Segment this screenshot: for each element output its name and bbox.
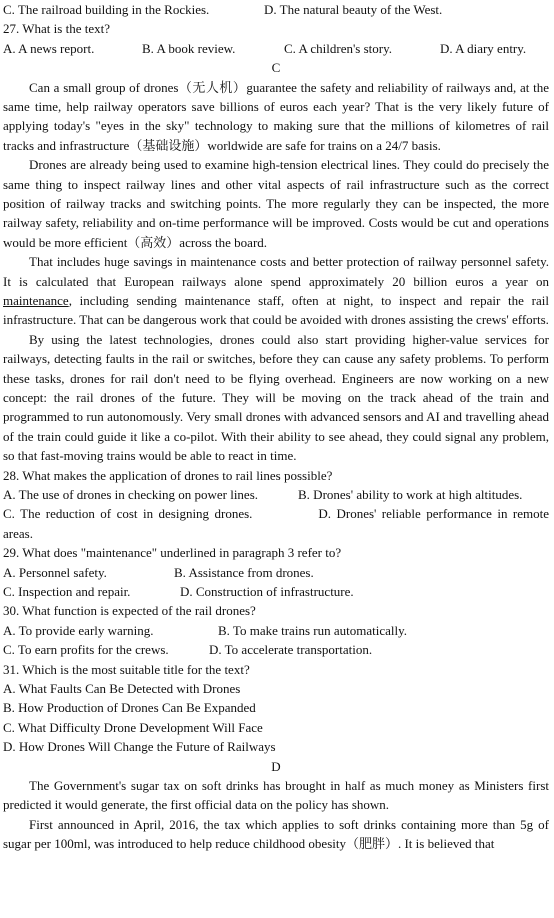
q29-option-c: C. Inspection and repair. xyxy=(3,584,131,600)
q30-option-a: A. To provide early warning. xyxy=(3,622,154,638)
q29-options-row-2 xyxy=(3,582,549,601)
q27-option-d: D. A diary entry. xyxy=(440,40,527,56)
passage-d-label: D xyxy=(271,758,281,774)
q27-option-a: A. A news report. xyxy=(3,40,95,56)
q26-option-c: C. The railroad building in the Rockies. xyxy=(3,2,210,17)
q30-option-b: B. To make trains run automatically. xyxy=(218,622,407,638)
q27-options-row xyxy=(3,39,549,58)
q27-stem: 27. What is the text? xyxy=(3,21,110,37)
q30-stem: 30. What function is expected of the rail drones? xyxy=(3,603,256,619)
passage-c-paragraph-3 xyxy=(3,252,549,330)
q28-options-ab xyxy=(3,485,549,504)
q28-option-d: D. Drones' reliable performance in remote areas. xyxy=(3,506,549,541)
q31-option-d: D. How Drones Will Change the Future of Railways xyxy=(3,739,276,755)
q28-option-b: B. Drones' ability to work at high altitudes. xyxy=(298,487,523,503)
q28-option-c: C. The reduction of cost in designing drones. xyxy=(3,506,253,522)
passage-c-paragraph-1: Can a small group of drones（无人机）guarantee the safety and reliability of railways and, at the same time, help railway operators save billions of euros each year? That is the very likely future of applying today's "eyes in the sky" technology to making sure that the millions of kilometres of rail tracks and infrastructure（基础设施）worldwide are safe for trains on a 24/7 basis. xyxy=(3,79,549,153)
q29-option-a: A. Personnel safety. xyxy=(3,564,107,580)
q29-option-d: D. Construction of infrastructure. xyxy=(180,584,354,600)
q30-options-row-2 xyxy=(3,640,549,659)
passage-c-paragraph-2: Drones are already being used to examine high-tension electrical lines. They could do precisely the same thing to inspect railway lines and other vital aspects of rail infrastructure such as the correct position of railway tracks and switching points. The more regularly they can be inspected, the more railway safety, reliability and on-time performance will be improved. Costs would be cut and operations would be more efficient（高效）across the board. xyxy=(3,157,549,250)
paragraph-3-text-start: That includes huge savings in maintenance costs and better protection of railway personnel safety. It is calculated that European railways alone spend approximately 20 billion euros a year on xyxy=(3,254,549,289)
q27-option-c: C. A children's story. xyxy=(284,40,393,56)
passage-d-paragraph-2: First announced in April, 2016, the tax which applies to soft drinks containing more than 5g of sugar per 100ml, was introduced to help reduce childhood obesity（肥胖）. It is believed that xyxy=(3,816,549,852)
q27-option-b: B. A book review. xyxy=(142,40,236,56)
q28-option-a: A. The use of drones in checking on power lines. xyxy=(3,487,259,503)
passage-c-paragraph-4: By using the latest technologies, drones could also start providing higher-value services for railways, detecting faults in the rail or switches, before they can cause any safety problems. To perform these tasks, drones for rail don't need to be flying overhead. Engineers are now working on a new concept: the rail drones of the future. They will be moving on the track ahead of the train and programmed to run autonomously. Very small drones with advanced sensors and AI and travelling ahead of the train could guide it like a co-pilot. With their ability to see ahead, they could signal any problem, so that fast-moving trains would be able to react in time. xyxy=(3,331,549,464)
q29-option-b: B. Assistance from drones. xyxy=(174,564,314,580)
q26-option-d: D. The natural beauty of the West. xyxy=(264,2,443,17)
q28-options-cd xyxy=(3,504,549,543)
q30-option-d: D. To accelerate transportation. xyxy=(209,642,373,658)
q30-option-c: C. To earn profits for the crews. xyxy=(3,642,169,658)
paragraph-3-text-end: , including sending maintenance staff, often at night, to inspect and repair the rail infrastructure. That can be dangerous work that could be avoided with drones assisting the crews' efforts. xyxy=(3,293,549,328)
q31-option-c: C. What Difficulty Drone Development Will Face xyxy=(3,719,263,735)
q30-options-row-1 xyxy=(3,621,549,640)
q31-option-b: B. How Production of Drones Can Be Expanded xyxy=(3,700,256,716)
q29-options-row-1 xyxy=(3,563,549,582)
q28-stem: 28. What makes the application of drones to rail lines possible? xyxy=(3,467,333,483)
q26-options-row xyxy=(3,0,549,19)
q31-option-a: A. What Faults Can Be Detected with Drones xyxy=(3,681,241,697)
q31-stem: 31. Which is the most suitable title for the text? xyxy=(3,661,250,677)
underlined-word-maintenance: maintenance xyxy=(3,293,69,309)
passage-d-paragraph-1: The Government's sugar tax on soft drinks has brought in half as much money as Ministers first predicted it would generate, the first official data on the policy has shown. xyxy=(3,777,549,813)
q29-stem: 29. What does "maintenance" underlined in paragraph 3 refer to? xyxy=(3,545,342,561)
passage-c-label: C xyxy=(271,60,281,76)
